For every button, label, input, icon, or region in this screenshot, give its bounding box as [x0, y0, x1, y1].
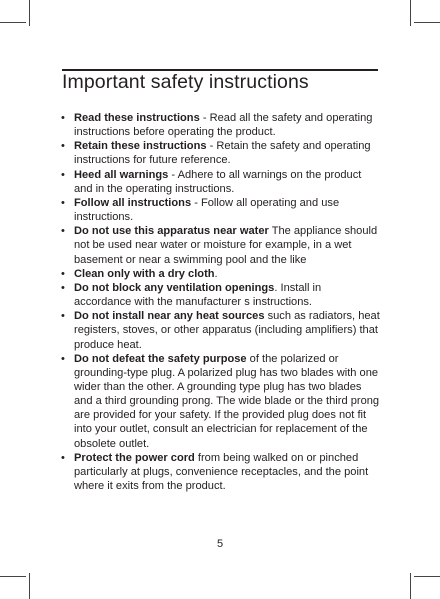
instruction-text: - Follow all operating and use instructions.	[74, 196, 340, 224]
bullet-icon: •	[61, 310, 65, 323]
crop-mark-bottom-right-vertical	[410, 573, 411, 599]
page-number: 5	[216, 538, 224, 550]
instruction-lead: Do not use this apparatus near water	[74, 225, 269, 238]
bullet-icon: •	[61, 225, 65, 238]
instruction-item	[60, 111, 380, 139]
instruction-item	[60, 139, 380, 167]
page-title: Important safety instructions	[62, 71, 309, 93]
instruction-text: The appliance should not be used near water or moisture for example, in a wet basement or near a swimming pool and the like	[74, 225, 378, 266]
bullet-icon: •	[61, 352, 65, 365]
instruction-text: of the polarized or grounding-type plug. A polarized plug has two blades with one wider than the other. A grounding type plug has two blades and a third grounding prong. The wide blade or the third prong are provided for your safety. If the provided plug does not fit into your outlet, consult an electrician for replacement of the obsolete outlet.	[74, 352, 380, 450]
crop-mark-bottom-right-horizontal	[414, 576, 440, 577]
instruction-text: - Adhere to all warnings on the product and in the operating instructions.	[74, 168, 362, 195]
instruction-text: . Install in accordance with the manufacturer s instructions.	[74, 281, 322, 309]
instruction-lead: Do not install near any heat sources	[74, 310, 265, 323]
crop-mark-top-left-horizontal	[0, 22, 26, 23]
crop-mark-top-left-vertical	[29, 0, 30, 26]
instruction-text: - Retain the safety and operating instructions for future reference.	[74, 140, 371, 167]
instruction-lead: Clean only with a dry cloth	[74, 267, 215, 280]
instruction-lead: Protect the power cord	[74, 451, 195, 464]
instruction-text: .	[214, 267, 218, 280]
instruction-lead: Follow all instructions	[74, 196, 192, 209]
bullet-icon: •	[61, 168, 65, 181]
instruction-item	[60, 281, 380, 309]
bullet-icon: •	[61, 112, 65, 124]
bullet-icon: •	[61, 267, 65, 280]
crop-mark-bottom-left-horizontal	[0, 576, 26, 577]
bullet-icon: •	[61, 140, 65, 153]
instruction-item	[60, 168, 380, 196]
instruction-item	[60, 309, 380, 351]
instruction-lead: Do not defeat the safety purpose	[74, 352, 247, 365]
crop-mark-bottom-left-vertical	[29, 573, 30, 599]
bullet-icon: •	[61, 451, 65, 464]
instruction-lead: Heed all warnings	[74, 168, 169, 181]
bullet-icon: •	[61, 281, 65, 294]
instruction-text: from being walked on or pinched particularly at plugs, convenience receptacles, and the point where it exits from the product.	[74, 451, 369, 493]
instruction-text: such as radiators, heat registers, stoves, or other apparatus (including amplifiers) that produce heat.	[74, 310, 380, 351]
bullet-icon: •	[61, 196, 65, 209]
crop-mark-top-right-horizontal	[414, 22, 440, 23]
crop-mark-top-right-vertical	[410, 0, 411, 26]
instruction-lead: Do not block any ventilation openings	[74, 281, 275, 294]
instruction-item	[60, 267, 380, 281]
safety-instructions-list	[60, 111, 380, 493]
instruction-lead: Read these instructions	[74, 112, 200, 124]
instruction-item	[60, 224, 380, 266]
instruction-item	[60, 451, 380, 493]
instruction-text: - Read all the safety and operating instructions before operating the product.	[74, 112, 373, 139]
instruction-item	[60, 196, 380, 224]
instruction-item	[60, 352, 380, 451]
instruction-lead: Retain these instructions	[74, 140, 207, 153]
